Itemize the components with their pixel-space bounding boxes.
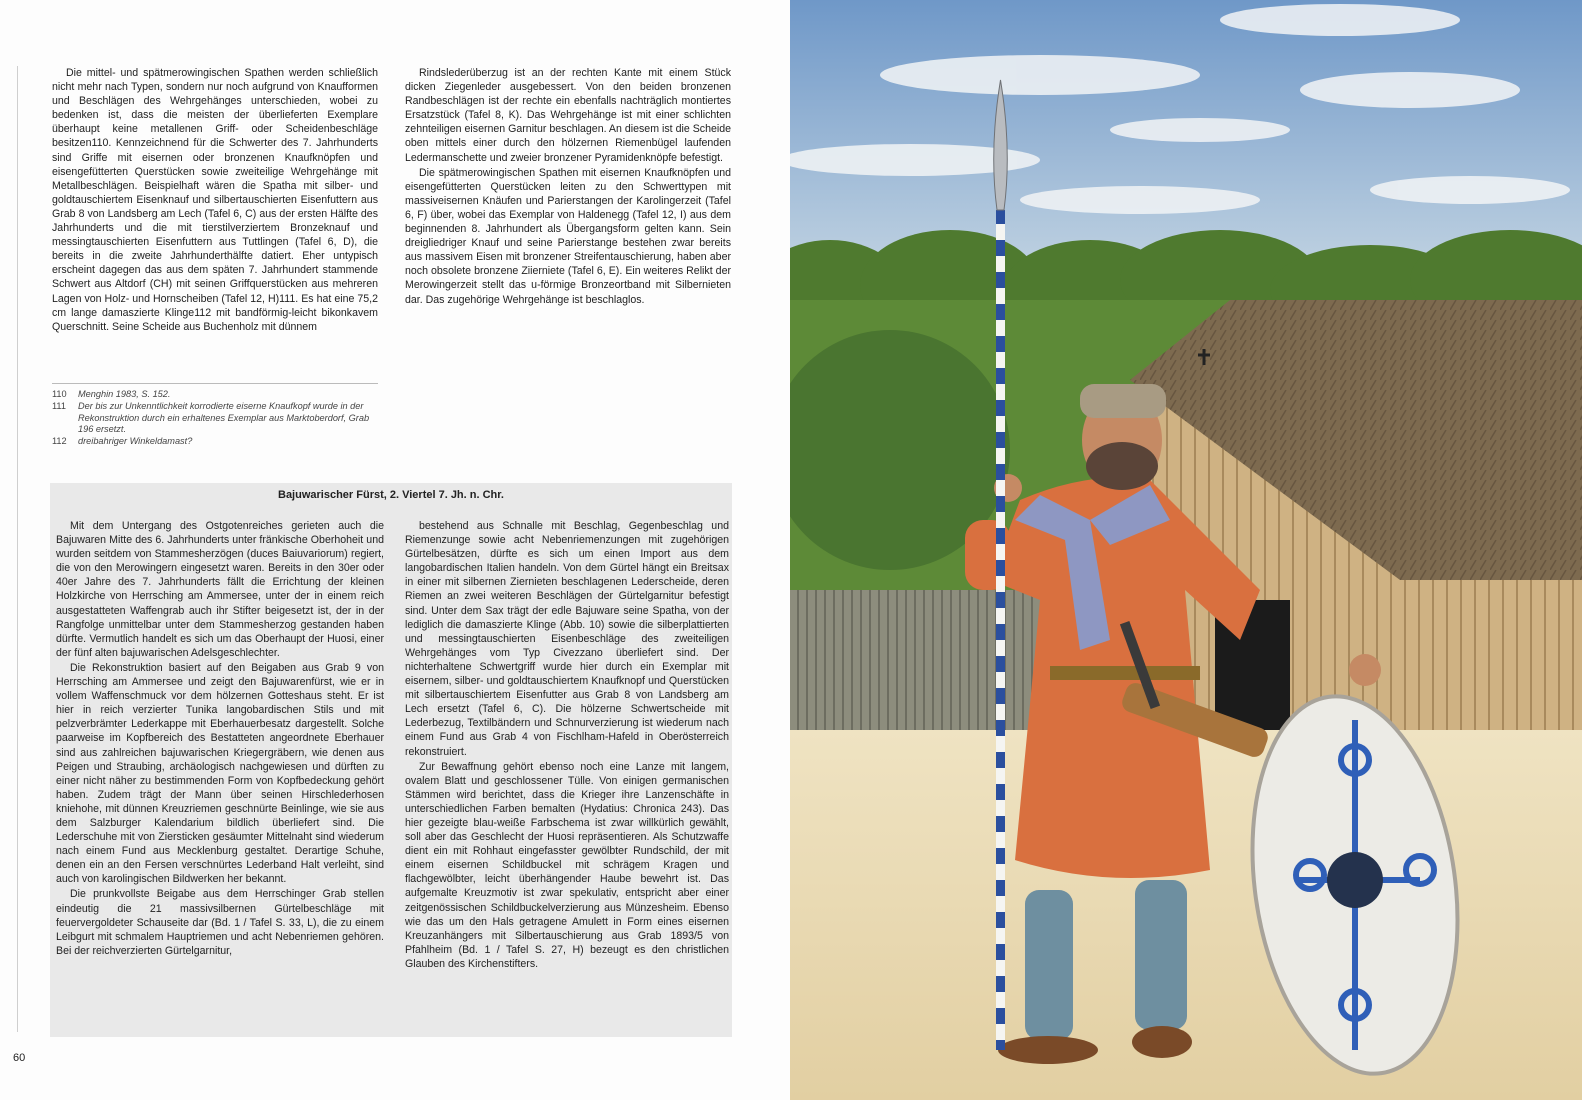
footnote-number: 110: [52, 389, 67, 399]
footnote: [52, 389, 382, 401]
info-box-column-2: [405, 519, 729, 971]
footnote-text: dreibahriger Winkeldamast?: [78, 436, 193, 447]
footnote-text: Menghin 1983, S. 152.: [78, 389, 171, 399]
footnote-text: Der bis zur Unkenntlichkeit korrodierte eiserne Knaufkopf wurde in der Rekonstruktion durch ein erhaltenes Exemplar aus Marktoberdorf, Grab 196 ersetzt.: [78, 400, 370, 435]
footnote-separator: [52, 383, 378, 384]
top-text-column-2: [405, 66, 731, 307]
paragraph: Rindslederüberzug ist an der rechten Kante mit einem Stück dicken Ziegenleder ausgebessert. Von den beiden bronzenen Randbeschlägen ist der rechte ein ebenfalls nachträglich montiertes Ersatzstück (Tafel 8, K). Das Wehrgehänge ist mit einer schlichten zehnteiligen eisernen Garnitur beschlagen. An diesem ist die Scheide oben mittels einer durch den hölzernen Riemenbügel laufenden Ledermanschette und zweier bronzener Pyramidenknöpfe befestigt.: [405, 67, 731, 164]
footnote: [52, 401, 382, 436]
footnotes: [52, 389, 382, 448]
margin-rule: [17, 66, 18, 1032]
paragraph: Mit dem Untergang des Ostgotenreiches gerieten auch die Bajuwaren Mitte des 6. Jahrhunderts unter fränkische Oberhoheit und wurden seitdem von Stammesherzögen (duces Baiuvariorum) regiert, die von den Merowingern eingesetzt waren. Bereits in den 30er oder 40er Jahre des 7. Jahrhunderts fällt die Errichtung der kleinen Holzkirche von Herrsching am Ammersee, unter der in einem reich ausgestatteten Waffengrab auch ihr Stifter beigesetzt ist, der in der Rangfolge unmittelbar unter dem Stammesherzog gestanden haben dürfte. Vermutlich handelt es sich um das Oberhaupt der Huosi, einer der fünf alten bajuwarischen Adelsgeschlechter.: [56, 520, 384, 659]
top-text-column-1: [52, 66, 378, 334]
footnote-number: 111: [52, 400, 66, 411]
info-box-title: Bajuwarischer Fürst, 2. Viertel 7. Jh. n. Chr.: [278, 489, 504, 501]
warrior-illustration: [790, 0, 1582, 1100]
paragraph: Die prunkvollste Beigabe aus dem Herrschinger Grab stellen eindeutig die 21 massivsilbernen Gürtelbeschläge mit feuervergoldeter Schauseite dar (Bd. 1 / Tafel S. 33, L), die zu einem Leibgurt mit schmalem Hauptriemen und acht Nebenriemen gehören. Bei der reichverzierten Gürtelgarnitur,: [56, 888, 384, 957]
left-page: [0, 0, 790, 1100]
paragraph: Die spätmerowingischen Spathen mit eisernen Knaufknöpfen und eisengefütterten Querstücken leiten zu den Schwerttypen mit massiveisernen Knäufen und Parierstangen der Karolingerzeit (Tafel 6, F) über, wobei das Exemplar von Haldenegg (Tafel 12, I) aus dem beginnenden 8. Jahrhundert als Übergangsform gelten kann. Sein dreigliedriger Knauf und seine Parierstange bestehen zwar bereits aus massivem Eisen mit bronzener Streifentauschierung, haben aber noch obsolete bronzene Ziierniete (Tafel 6, E). Ein weiteres Relikt der Merowingerzeit stellt das u-förmige Bronzeortband mit Silbernieten dar. Das zugehörige Wehrgehänge ist beschlaglos.: [405, 166, 731, 306]
paragraph: Die Rekonstruktion basiert auf den Beigaben aus Grab 9 von Herrsching am Ammersee und zeigt den Bajuwarenfürst, wie er in vollem Waffenschmuck vor dem hölzernen Gotteshaus steht. Er ist hier in reich verzierter Tunika langobardischen Stils und mit pelzverbrämter Lederkappe mit Eberhauerbesatz dargestellt. Solche paarweise im Kopfbereich des Bestatteten angeordnete Eberhauer sind aus zahlreichen bajuwarischen Kriegergräbern, wie denen aus Peigen und Straubing, archäologisch nachgewiesen und dürften zu einer nicht näher zu bestimmenden Form von Kopfbedeckung gehört haben. Zudem trägt der Mann über seinen Hirschlederhosen kniehohe, mit dünnen Kreuzriemen geschnürte Beinlinge, wie sie aus dem Salzburger Kalendarium bildlich überliefert sind. Die Lederschuhe mit von Ziersticken gesäumter Mittelnaht sind wiederum nach einem Fund aus Mecklenburg gestaltet. Derartige Schuhe, denen ein an den Fersen verschnürtes Lederband Halt verleiht, sind auch von karolingischen Bildwerken her bekannt.: [56, 661, 384, 886]
paragraph: bestehend aus Schnalle mit Beschlag, Gegenbeschlag und Riemenzunge sowie acht Nebenriemenzungen mit zugehörigen Gürtelbesätzen, dürfte es sich um einen Import aus dem langobardischen Italien handeln. Von dem Gürtel hängt ein Breitsax in einer mit silbernen Ziernieten beschlagenen Lederscheide, deren Riemen an zwei weiteren Beschlägen der Gürtelgarnitur befestigt sind. Unter dem Sax trägt der edle Bajuware seine Spatha, von der lediglich die damaszierte Klinge (Abb. 10) sowie die silberplattierten und messingtauschierten Eisenbeschläge des zweiteiligen Wehrgehänges vom Typ Civezzano überliefert sind. Der nichterhaltene Schwertgriff wurde hier durch ein Exemplar mit eisernem, silber- und goldtauschiertem Knaufknopf und Querstücken mit silbertauschiertem Eisenfutter aus Grab 8 von Landsberg am Lech ersetzt (Tafel 6, C). Die hölzerne Schwertscheide mit Lederbezug, Textilbändern und Schnurverzierung ist wiederum nach einem Fund aus Grab 4 von Fischlham-Hafeld in Oberösterreich rekonstruiert.: [405, 520, 729, 758]
paragraph: Zur Bewaffnung gehört ebenso noch eine Lanze mit langem, ovalem Blatt und geschlossener Tülle. Von einigen germanischen Stämmen wird berichtet, dass die Krieger ihre Lanzenschäfte in unterschiedlichen Farben bemalten (Hydatius: Chronica 243). Das hier gezeigte blau-weiße Farbschema ist zwar willkürlich gewählt, soll aber das Geschlecht der Huosi repräsentieren. Als Schutzwaffe dient ein mit Rohhaut eingefasster gewölbter Rundschild, der mit einem eisernen Schildbuckel mit schrägem Kragen und flachgewölbter, leicht überhängender Haube bewehrt ist. Das aufgemalte Kreuzmotiv ist zwar spekulativ, entspricht aber einer zeitgenössischen Schildbuckelverzierung aus Münzesheim. Ebenso wie das um den Hals getragene Amulett in Form eines eisernen Kreuzanhängers mit Silbertauschierung aus Grab 1893/5 von Pfahlheim (Bd. 1 / Tafel S. 27, H) bezeugt es den christlichen Glauben des Kirchenstifters.: [405, 760, 729, 970]
footnote: [52, 436, 382, 448]
paragraph: Die mittel- und spätmerowingischen Spathen werden schließlich nicht mehr nach Typen, sondern nur noch aufgrund von Knaufformen und Beschlägen des Wehrgehänges unterschieden, wobei zu bedenken ist, dass die meisten der überlieferten Exemplare überhaupt keine metallenen Griff- oder Scheidenbeschläge besitzen110. Kennzeichnend für die Schwerter des 7. Jahrhunderts sind Griffe mit eisernen oder bronzenen Knaufknöpfen und eisengefütterten Querstücken sowie zweiteilige Wehrgehänge mit Metallbeschlägen. Beispielhaft wären die Spatha mit silber- und goldtauschiertem Eisenknauf und silbertauschierten Eisenfuttern aus Grab 8 von Landsberg am Lech (Tafel 6, C) aus der ersten Hälfte des Jahrhunderts und die mit tierstilverziertem Bronzeknauf und messingtauschierten Eisenfuttern aus Tuttlingen (Tafel 6, D), die bereits in die zweite Jahrhunderthälfte datiert. Eher untypisch erscheint dagegen das aus dem späten 7. Jahrhundert stammende Schwert aus Altdorf (CH) mit seinen Griffquerstücken aus mehreren Lagen von Holz- und Hornscheiben (Tafel 12, H)111. Es hat eine 75,2 cm lange damaszierte Klinge112 mit bandförmig-leicht bikonkavem Querschnitt. Seine Scheide aus Buchenholz mit dünnem: [52, 67, 378, 333]
info-box: [50, 483, 732, 1037]
info-box-column-1: [56, 519, 384, 958]
page-number: 60: [13, 1052, 26, 1064]
footnote-number: 112: [52, 436, 67, 447]
